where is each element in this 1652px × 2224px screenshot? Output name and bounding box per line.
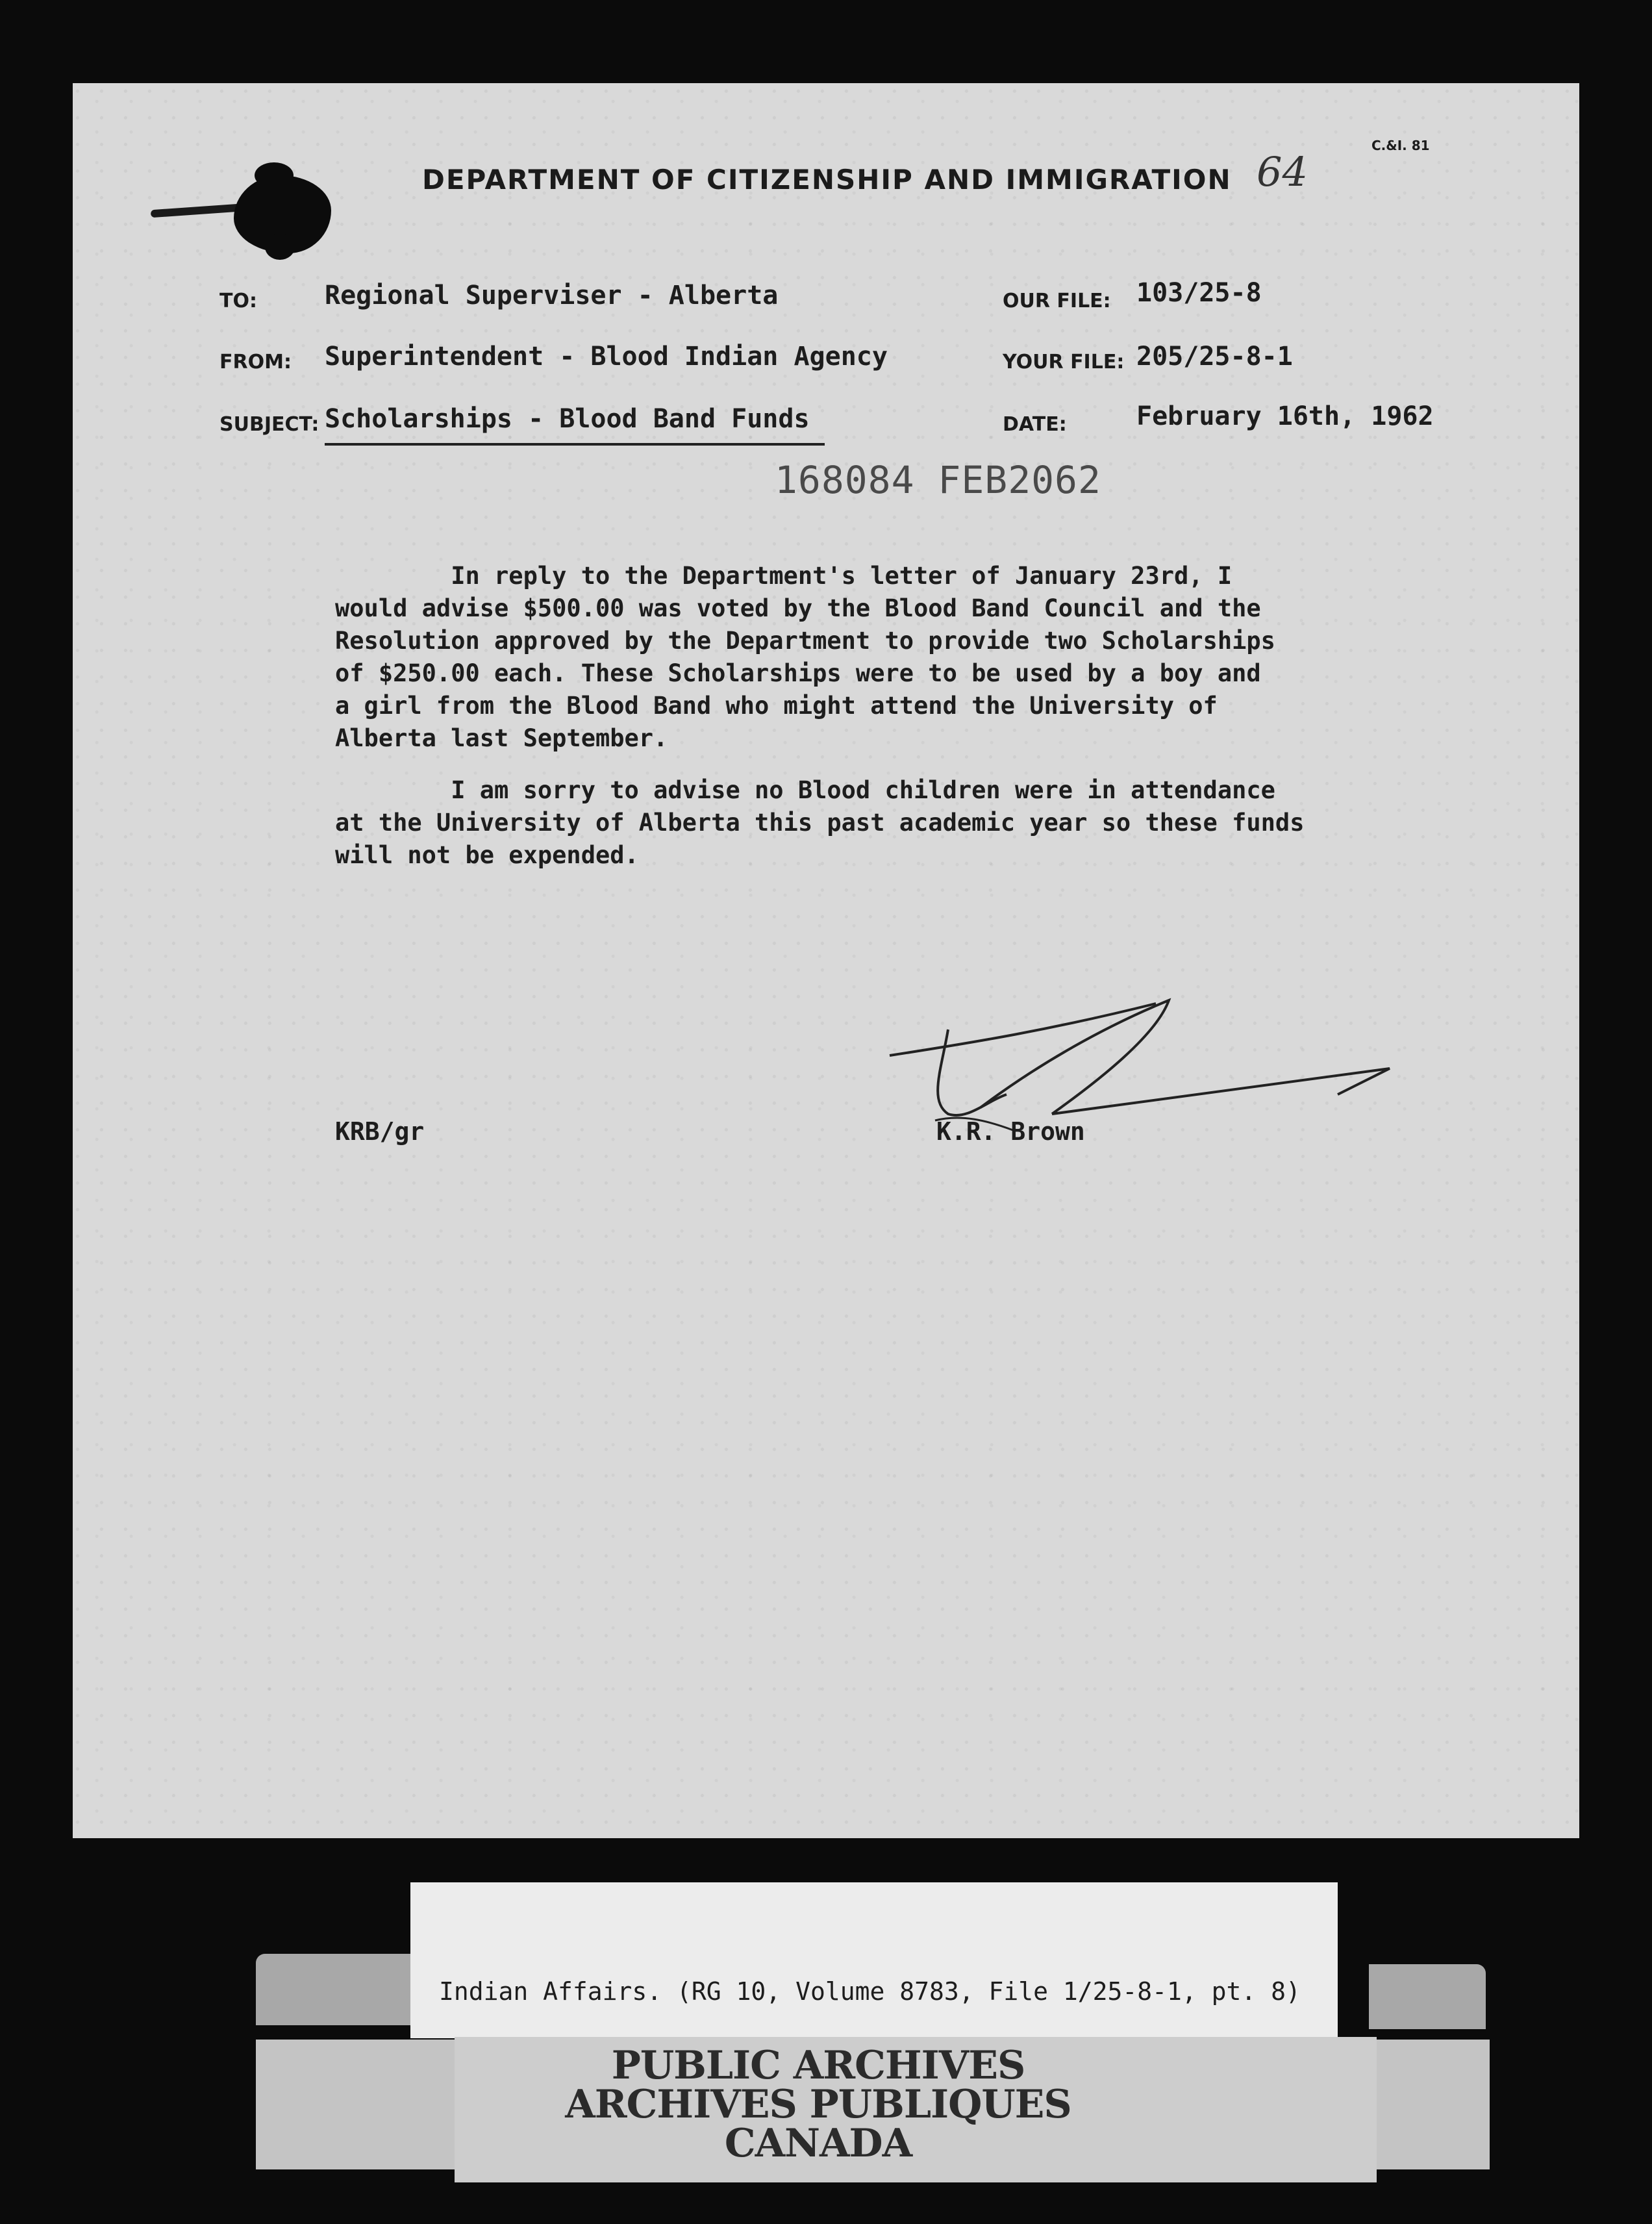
- archive-stamp-line: ARCHIVES PUBLIQUES: [565, 2082, 1071, 2127]
- archive-stamp: [455, 2043, 1182, 2166]
- body-paragraph-1: [335, 560, 1400, 755]
- from-value: Superintendent - Blood Indian Agency: [325, 342, 888, 372]
- ink-blot: [255, 162, 294, 188]
- paragraph-line: Alberta last September.: [335, 724, 668, 752]
- paragraph-line: at the University of Alberta this past academic year so these funds: [335, 809, 1305, 837]
- department-heading: DEPARTMENT OF CITIZENSHIP AND IMMIGRATION: [422, 164, 1232, 196]
- subject-label: SUBJECT:: [219, 413, 319, 436]
- date-label: DATE:: [1003, 413, 1067, 436]
- archive-stamp-line: PUBLIC ARCHIVES: [611, 2043, 1025, 2088]
- from-label: FROM:: [219, 351, 292, 373]
- archive-reference: Indian Affairs. (RG 10, Volume 8783, File 1/25-8-1, pt. 8): [439, 1977, 1301, 2006]
- archive-stamp-line: CANADA: [724, 2121, 912, 2166]
- paragraph-line: will not be expended.: [335, 841, 639, 869]
- your-file-label: YOUR FILE:: [1003, 351, 1125, 373]
- to-value: Regional Superviser - Alberta: [325, 281, 779, 310]
- our-file-label: OUR FILE:: [1003, 290, 1111, 312]
- paragraph-line: Resolution approved by the Department to provide two Scholarships: [335, 627, 1275, 655]
- archive-tab-left: [256, 1954, 412, 2025]
- subject-underline: [325, 443, 825, 446]
- subject-value: Scholarships - Blood Band Funds: [325, 404, 810, 434]
- date-value: February 16th, 1962: [1136, 401, 1434, 431]
- body-paragraph-2: [335, 774, 1400, 872]
- to-label: TO:: [219, 290, 257, 312]
- paragraph-line: In reply to the Department's letter of January 23rd, I: [335, 562, 1233, 590]
- handwritten-page-number: 64: [1257, 148, 1308, 196]
- paragraph-line: would advise $500.00 was voted by the Blood Band Council and the: [335, 594, 1261, 622]
- paragraph-line: a girl from the Blood Band who might attend the University of: [335, 692, 1218, 720]
- signer-name: K.R. Brown: [936, 1117, 1085, 1146]
- our-file-value: 103/25-8: [1136, 278, 1262, 308]
- ink-blot: [265, 234, 295, 260]
- archive-tab-right: [1369, 1964, 1486, 2029]
- typist-initials: KRB/gr: [335, 1117, 425, 1146]
- form-code: C.&I. 81: [1371, 138, 1430, 153]
- received-stamp: 168084 FEB2062: [775, 458, 1101, 502]
- archive-reference-label: [410, 1882, 1338, 2038]
- your-file-value: 205/25-8-1: [1136, 342, 1293, 372]
- paragraph-line: of $250.00 each. These Scholarships were to be used by a boy and: [335, 659, 1261, 687]
- paragraph-line: I am sorry to advise no Blood children were in attendance: [335, 776, 1275, 804]
